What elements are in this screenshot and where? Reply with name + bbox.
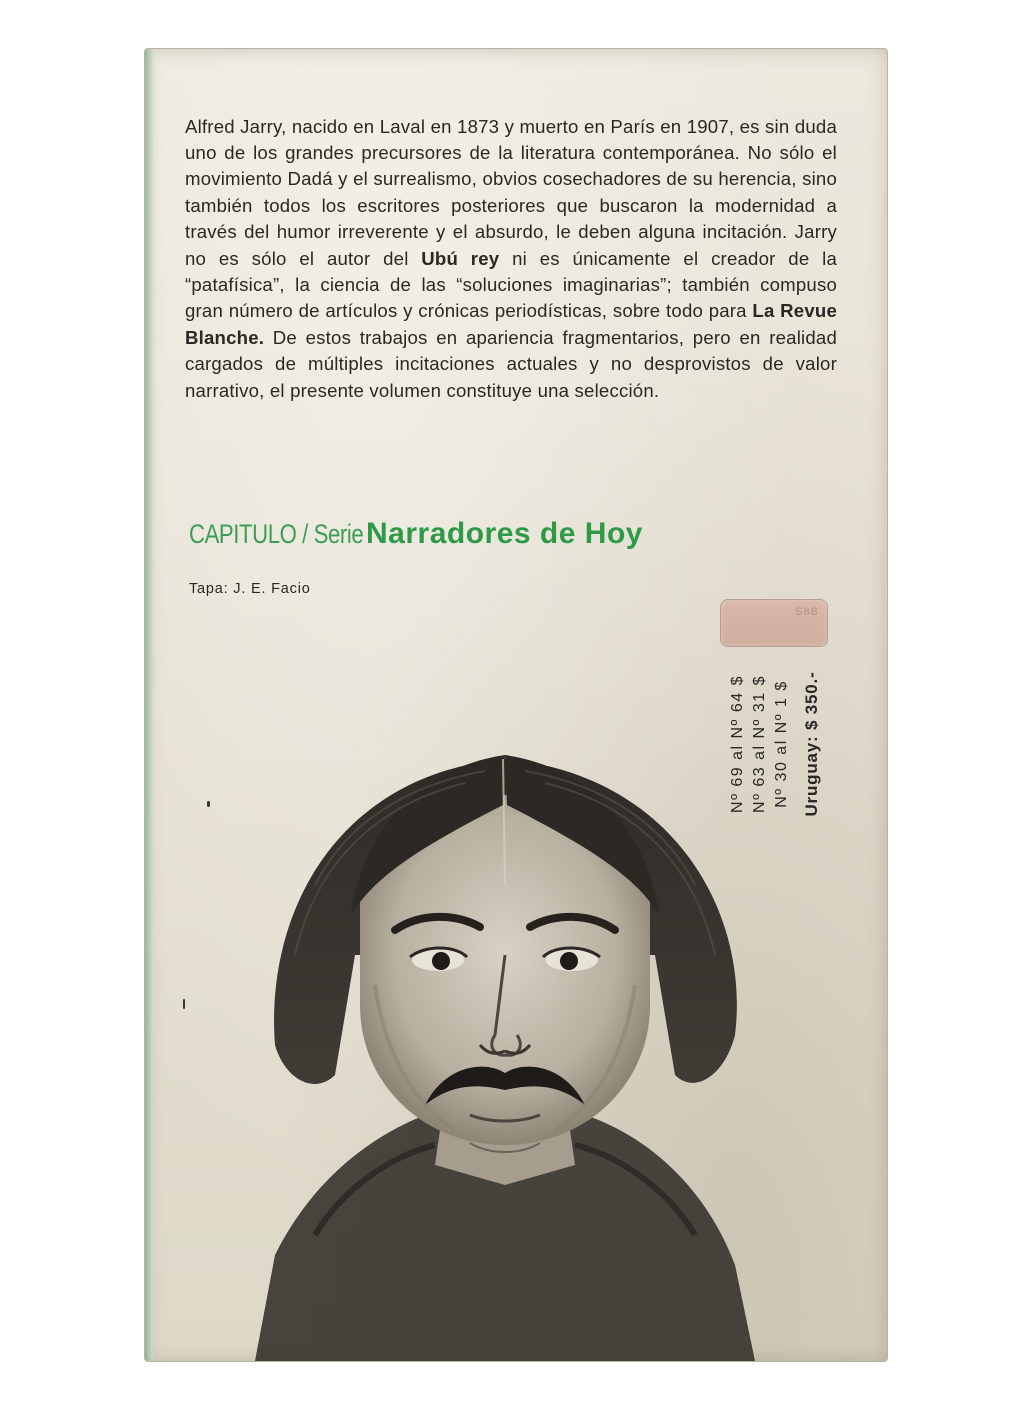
price-line-1-text: Nº 69 al Nº 64 $ [729,675,746,813]
blurb-text-part-1: Alfred Jarry, nacido en Laval en 1873 y muerto en París en 1907, es sin duda uno de los grandes precursores de la literatura contemporánea. No sólo el movimiento Dadá y el surrealismo, obvios cosechadores de su herencia, sino también todos los escritores posteriores que buscaron la modernidad a través del humor irreverente y el absurdo, le deben alguna incitación. Jarry no es sólo el autor del [185,115,837,269]
series-prefix: CAPITULO / Serie [189,519,364,549]
print-speck [207,801,210,807]
price-line-3-text: Nº 30 al Nº 1 $ [773,680,790,808]
portrait-illustration [255,735,755,1361]
price-sticker [721,600,827,646]
price-line-2-text: Nº 63 al Nº 31 $ [751,675,768,813]
blurb-work-title: Ubú rey [421,247,500,269]
blurb-text-part-2: ni es únicamente el creador de la “patafísica”, la ciencia de las “soluciones imaginarias”; también compuso gran número de artículos y crónicas periodísticas, sobre todo para [185,247,837,322]
portrait-drawing [255,735,755,1361]
sticker-text: S8B [795,606,819,618]
blurb-text-part-3: De estos trabajos en apariencia fragmentarios, pero en realidad cargados de múltiples incitaciones actuales y no desprovistos de valor narrativo, el presente volumen constituye una selección. [185,326,837,401]
series-title: Narradores de Hoy [366,517,643,550]
book-back-cover [144,48,888,1362]
price-uruguay-text: Uruguay: $ 350.- [802,671,821,817]
cover-blurb [185,114,837,404]
series-line [189,517,643,551]
price-uruguay [801,654,823,834]
cover-credit: Tapa: J. E. Facio [189,581,311,597]
print-speck [183,999,185,1009]
price-line-3 [771,654,793,834]
blurb-magazine-title: La Revue Blanche. [185,300,837,348]
